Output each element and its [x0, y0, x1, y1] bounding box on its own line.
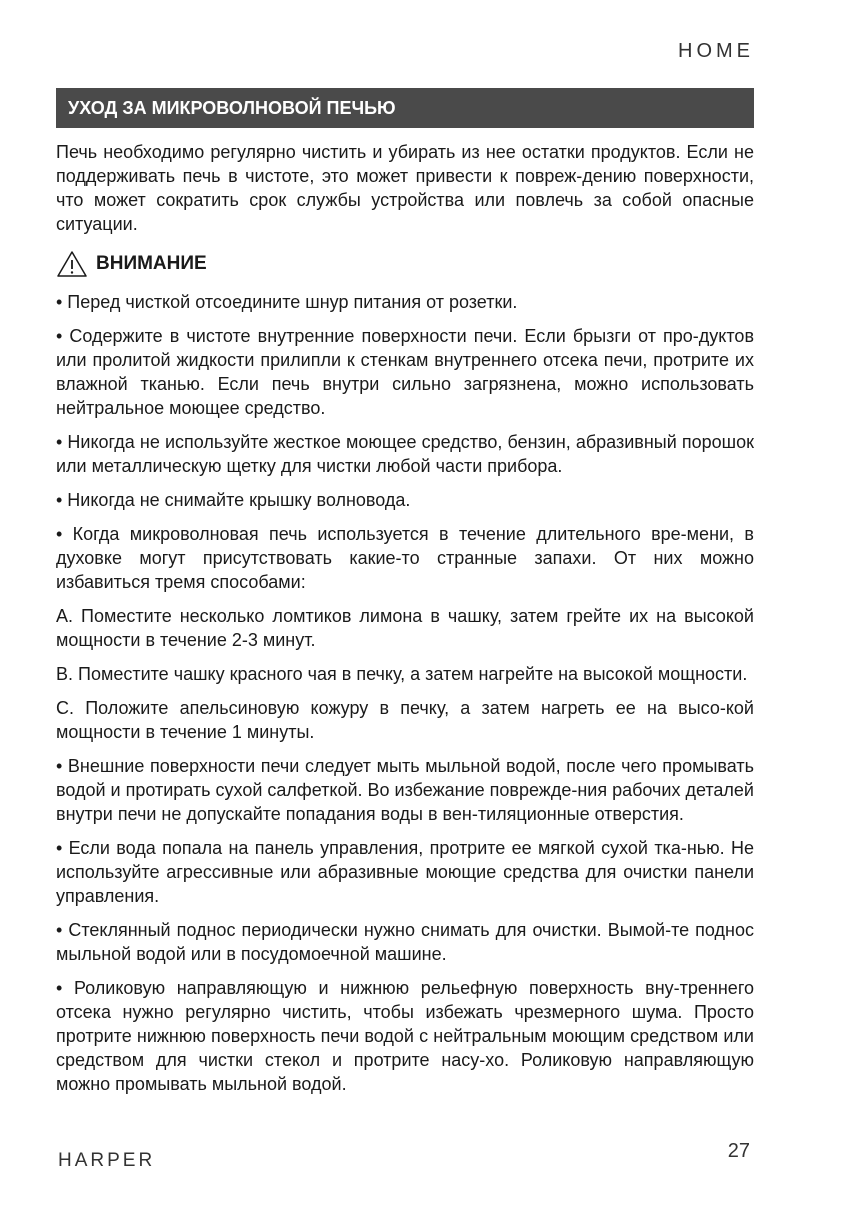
list-item: A. Поместите несколько ломтиков лимона в чашку, затем грейте их на высокой мощности в течение 2-3 минут. [56, 606, 754, 650]
list-item: • Перед чисткой отсоедините шнур питания от розетки. [56, 292, 518, 312]
list-item: • Стеклянный поднос периодически нужно снимать для очистки. Вымой-те поднос мыльной водой или в посудомоечной машине. [56, 920, 754, 964]
content-body [56, 140, 754, 1106]
warning-heading [56, 250, 754, 278]
intro-paragraph: Печь необходимо регулярно чистить и убирать из нее остатки продуктов. Если не поддерживать печь в чистоте, это может привести к повреж-дению поверхности, что может сократить срок службы устройства или повлечь за собой опасные ситуации. [56, 142, 754, 234]
section-title: УХОД ЗА МИКРОВОЛНОВОЙ ПЕЧЬЮ [56, 88, 754, 128]
list-item: • Роликовую направляющую и нижнюю рельефную поверхность вну-треннего отсека нужно регулярно чистить, чтобы избежать чрезмерного шума. Просто протрите нижнюю поверхность печи водой с нейтральным моющим средством или средством для чистки стекол и протрите насу-хо. Роликовую направляющую можно промывать мыльной водой. [56, 978, 754, 1094]
list-item: B. Поместите чашку красного чая в печку, а затем нагрейте на высокой мощности. [56, 664, 748, 684]
list-item: • Если вода попала на панель управления, протрите ее мягкой сухой тка-нью. Не используйте агрессивные или абразивные моющие средства для очистки панели управления. [56, 838, 754, 906]
harper-logo: HARPER [58, 1150, 156, 1171]
list-item: C. Положите апельсиновую кожуру в печку, а затем нагреть ее на высо-кой мощности в течение 1 минуты. [56, 698, 754, 742]
list-item: • Внешние поверхности печи следует мыть мыльной водой, после чего промывать водой и протирать сухой салфеткой. Во избежание поврежде-ния рабочих деталей внутри печи не допускайте попадания воды в вен-тиляционные отверстия. [56, 756, 754, 824]
warning-icon [56, 250, 88, 278]
page-number: 27 [727, 1140, 750, 1162]
list-item: • Содержите в чистоте внутренние поверхности печи. Если брызги от про-дуктов или пролитой жидкости прилипли к стенкам внутреннего отсека печи, протрите их влажной тканью. Если печь внутри сильно загрязнена, можно использовать нейтральное моющее средство. [56, 326, 754, 418]
list-item: • Когда микроволновая печь используется в течение длительного вре-мени, в духовке могут присутствовать какие-то странные запахи. От них можно избавиться тремя способами: [56, 524, 754, 592]
warning-label: ВНИМАНИЕ [96, 253, 207, 274]
list-item: • Никогда не используйте жесткое моющее средство, бензин, абразивный порошок или металлическую щетку для чистки любой части прибора. [56, 432, 754, 476]
home-logo: HOME [678, 40, 754, 62]
list-item: • Никогда не снимайте крышку волновода. [56, 490, 411, 510]
